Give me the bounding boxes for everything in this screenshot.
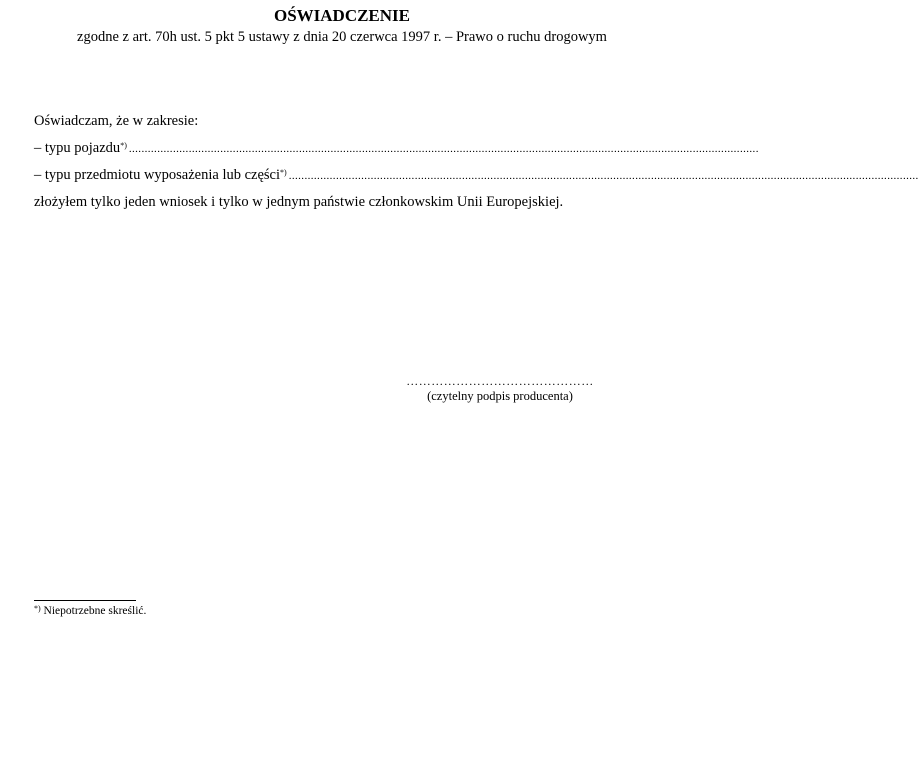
vehicle-type-fill-dots: ........................................................................................................................................................................................................ <box>128 143 759 155</box>
document-subtitle: zgodne z art. 70h ust. 5 pkt 5 ustawy z dnia 20 czerwca 1997 r. – Prawo o ruchu drogowym <box>77 29 607 45</box>
footnote-marker: *) <box>280 168 287 177</box>
vehicle-type-line <box>34 139 759 158</box>
equipment-type-fill-dots: ........................................................................................................................................................................................................ <box>288 170 919 182</box>
intro-text: Oświadczam, że w zakresie: <box>34 113 199 129</box>
document-title: OŚWIADCZENIE <box>273 6 411 25</box>
footnote-marker: *) <box>120 141 127 150</box>
statement-text: złożyłem tylko jeden wniosek i tylko w jednym państwie członkowskim Unii Europejskiej. <box>34 194 564 210</box>
equipment-type-line <box>34 166 919 185</box>
footnote-divider <box>34 600 136 601</box>
signature-block <box>380 374 620 403</box>
footnote <box>34 604 146 618</box>
signature-line: ……………………………………… <box>406 374 594 388</box>
equipment-type-label: – typu przedmiotu wyposażenia lub części*) <box>34 167 287 183</box>
signature-caption: (czytelny podpis producenta) <box>427 389 573 403</box>
footnote-text: Niepotrzebne skreślić. <box>40 605 147 617</box>
vehicle-type-label: – typu pojazdu*) <box>34 140 127 156</box>
footnote-marker: *) <box>34 604 41 613</box>
